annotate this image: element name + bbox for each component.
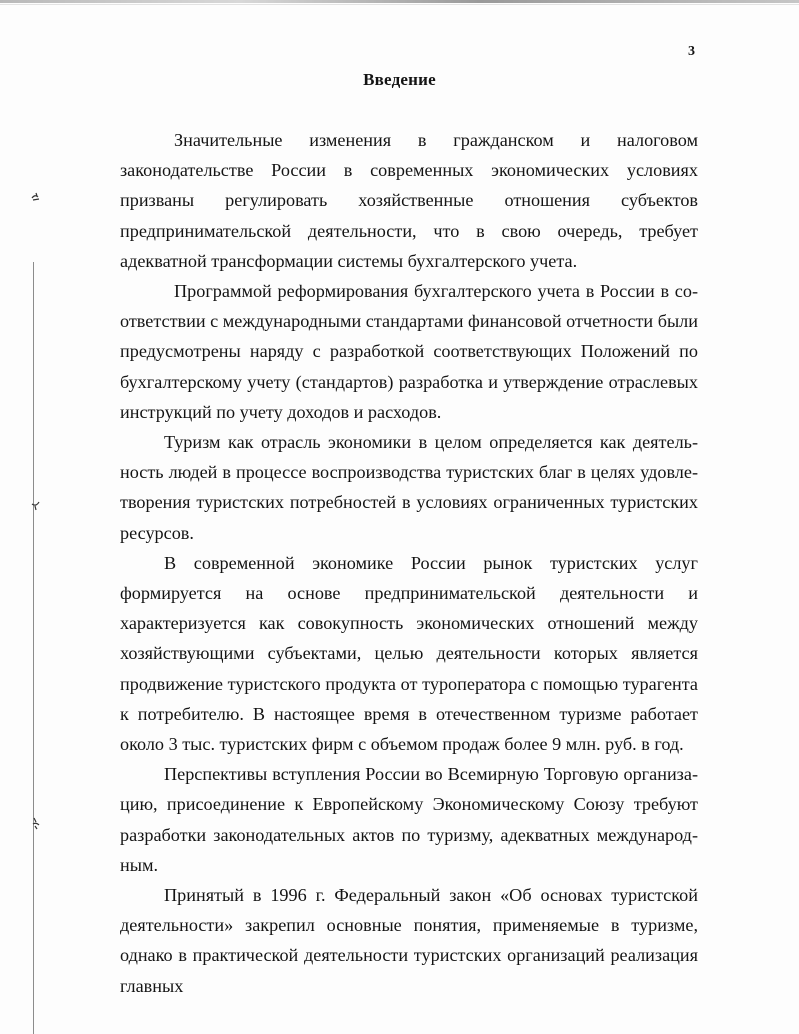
binding-mark-icon bbox=[30, 816, 42, 830]
paragraph: Перспективы вступления России во Всемирную Торговую организацию, присоединение к Европейскому Экономическому Союзу требуют разработки законодательных актов по туризму, адекватных международным. bbox=[120, 764, 698, 875]
section-title: Введение bbox=[363, 70, 436, 89]
paragraph: Программой реформирования бухгалтерского учета в России в соответствии с международными стандартами финансовой отчетности были предусмотрены наряду с разработкой соответствующих Положений по бухгалтерскому учету (стандартов) разработка и утверждение отраслевых инструкций по учету доходов и расходов. bbox=[120, 281, 698, 422]
scan-top-border bbox=[0, 0, 799, 3]
binding-mark-icon bbox=[30, 498, 42, 512]
paragraph: Значительные изменения в гражданском и налоговом законодательстве России в современных экономических условиях призваны регулировать хозяйственные отношения субъектов предпринимательской деятельности, что в свою очередь, требует адекватной трансформации системы бухгалтерского учета. bbox=[120, 130, 698, 271]
page-number: 3 bbox=[688, 44, 695, 59]
binding-mark-icon bbox=[30, 190, 42, 204]
paragraph: В современной экономике России рынок туристских услуг формируется на основе предпринимательской деятельности и характеризуется как совокупность экономических отношений между хозяйствующими субъектами, целью деятельности которых является продвижение туристского продукта от туроператора с помощью турагента к потребителю. В настоящее время в отечественном туризме работает около 3 тыс. туристских фирм с объемом продаж более 9 млн. руб. в год. bbox=[120, 552, 698, 755]
scan-top-border-shadow bbox=[0, 4, 799, 5]
body-text bbox=[120, 125, 698, 1001]
paragraph: Принятый в 1996 г. Федеральный закон «Об основах туристской деятельности» закрепил основные понятия, применяемые в туризме, однако в практической деятельности туристских организаций реализация главных bbox=[120, 885, 698, 996]
paragraph: Туризм как отрасль экономики в целом определяется как деятельность людей в процессе воспроизводства туристских благ в целях удовлетворения туристских потребностей в условиях ограниченных туристских ресурсов. bbox=[120, 432, 698, 543]
scan-left-edge-line bbox=[33, 262, 34, 1034]
